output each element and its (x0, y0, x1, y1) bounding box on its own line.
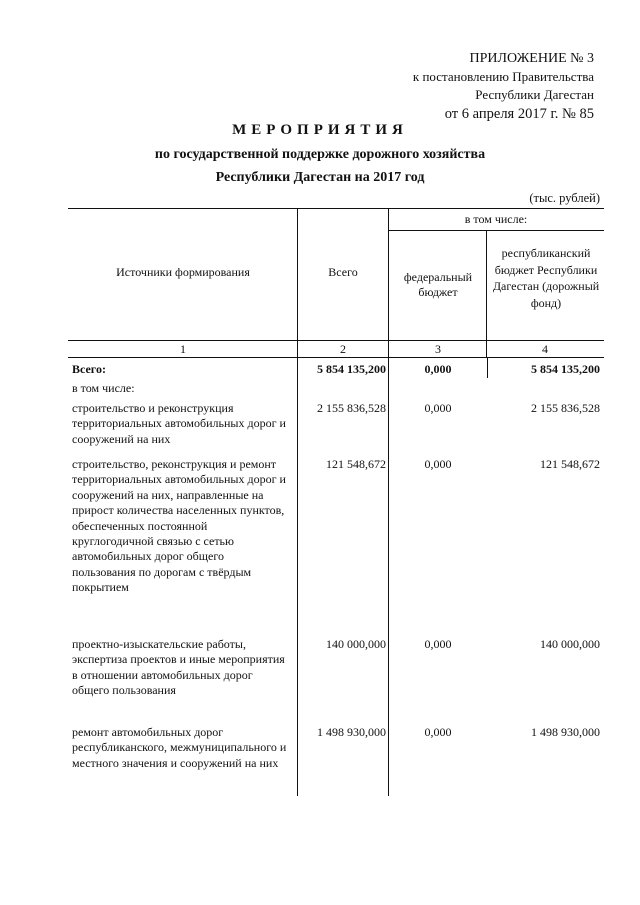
total-row-label: Всего: (72, 362, 106, 376)
header-bottom-rule (68, 340, 604, 341)
col-divider-3 (486, 231, 487, 357)
col-number-1: 1 (180, 342, 186, 356)
header-including: в том числе: (464, 212, 528, 226)
document-subtitle-2: Республики Дагестан на 2017 год (215, 170, 425, 185)
table-row-4-federal: 0,000 (424, 725, 452, 739)
header-republic: республиканский бюджет Республики Дагестан (дорожный фонд) (492, 246, 600, 310)
units-label: (тыс. рублей) (529, 191, 600, 205)
table-row-2-label: строительство, реконструкция и ремонт территориальных автомобильных дорог и сооружений на них, направленные на прирост количества населенных пунктов, обеспеченных постоянной круглогодичной связью с сетью автомобильных дорог общего пользования по дорогам с твёрдым покрытием (72, 457, 286, 595)
appendix-block (413, 50, 594, 124)
header-source: Источники формирования (116, 265, 250, 279)
table-row-2-federal: 0,000 (424, 457, 452, 471)
table-row-4-republic: 1 498 930,000 (531, 725, 600, 739)
including-subheading: в том числе: (72, 381, 135, 395)
table-row-2-total: 121 548,672 (326, 457, 386, 471)
col-number-3: 3 (435, 342, 441, 356)
table-row-1-federal: 0,000 (424, 401, 452, 415)
table-row-3-label: проектно-изыскательские работы, экспертиза проектов и иные мероприятия в отношении автомобильных дорог общего пользования (72, 637, 285, 698)
document-title: МЕРОПРИЯТИЯ (232, 122, 408, 138)
table-row-3-republic: 140 000,000 (540, 637, 600, 651)
col-number-4: 4 (542, 342, 548, 356)
table-row-4-total: 1 498 930,000 (317, 725, 386, 739)
total-row-republic: 5 854 135,200 (531, 362, 600, 376)
col-number-2: 2 (340, 342, 346, 356)
table-row-4-label: ремонт автомобильных дорог республиканского, межмуниципального и местного значения и сооружений на них (72, 725, 287, 770)
header-federal: федеральный бюджет (403, 270, 473, 300)
appendix-date: от 6 апреля 2017 г. № 85 (444, 106, 594, 122)
table-row-1-total: 2 155 836,528 (317, 401, 386, 415)
table-row-3-federal: 0,000 (424, 637, 452, 651)
table-row-2-republic: 121 548,672 (540, 457, 600, 471)
appendix-government: Республики Дагестан (475, 87, 594, 102)
header-total: Всего (328, 265, 358, 279)
appendix-number: ПРИЛОЖЕНИЕ № 3 (469, 51, 594, 66)
table-row-1-label: строительство и реконструкция территориальных автомобильных дорог и сооружений на них (72, 401, 286, 446)
table-row-1-republic: 2 155 836,528 (531, 401, 600, 415)
appendix-resolution: к постановлению Правительства (412, 69, 594, 84)
col-divider-3-body (487, 358, 488, 378)
total-row-total: 5 854 135,200 (317, 362, 386, 376)
document-subtitle-1: по государственной поддержке дорожного хозяйства (154, 147, 486, 162)
table-row-3-total: 140 000,000 (326, 637, 386, 651)
col-divider-1 (297, 208, 298, 796)
table-top-border (68, 208, 604, 209)
subheader-rule (388, 230, 604, 231)
total-row-federal: 0,000 (424, 362, 452, 376)
col-divider-2 (388, 208, 389, 796)
